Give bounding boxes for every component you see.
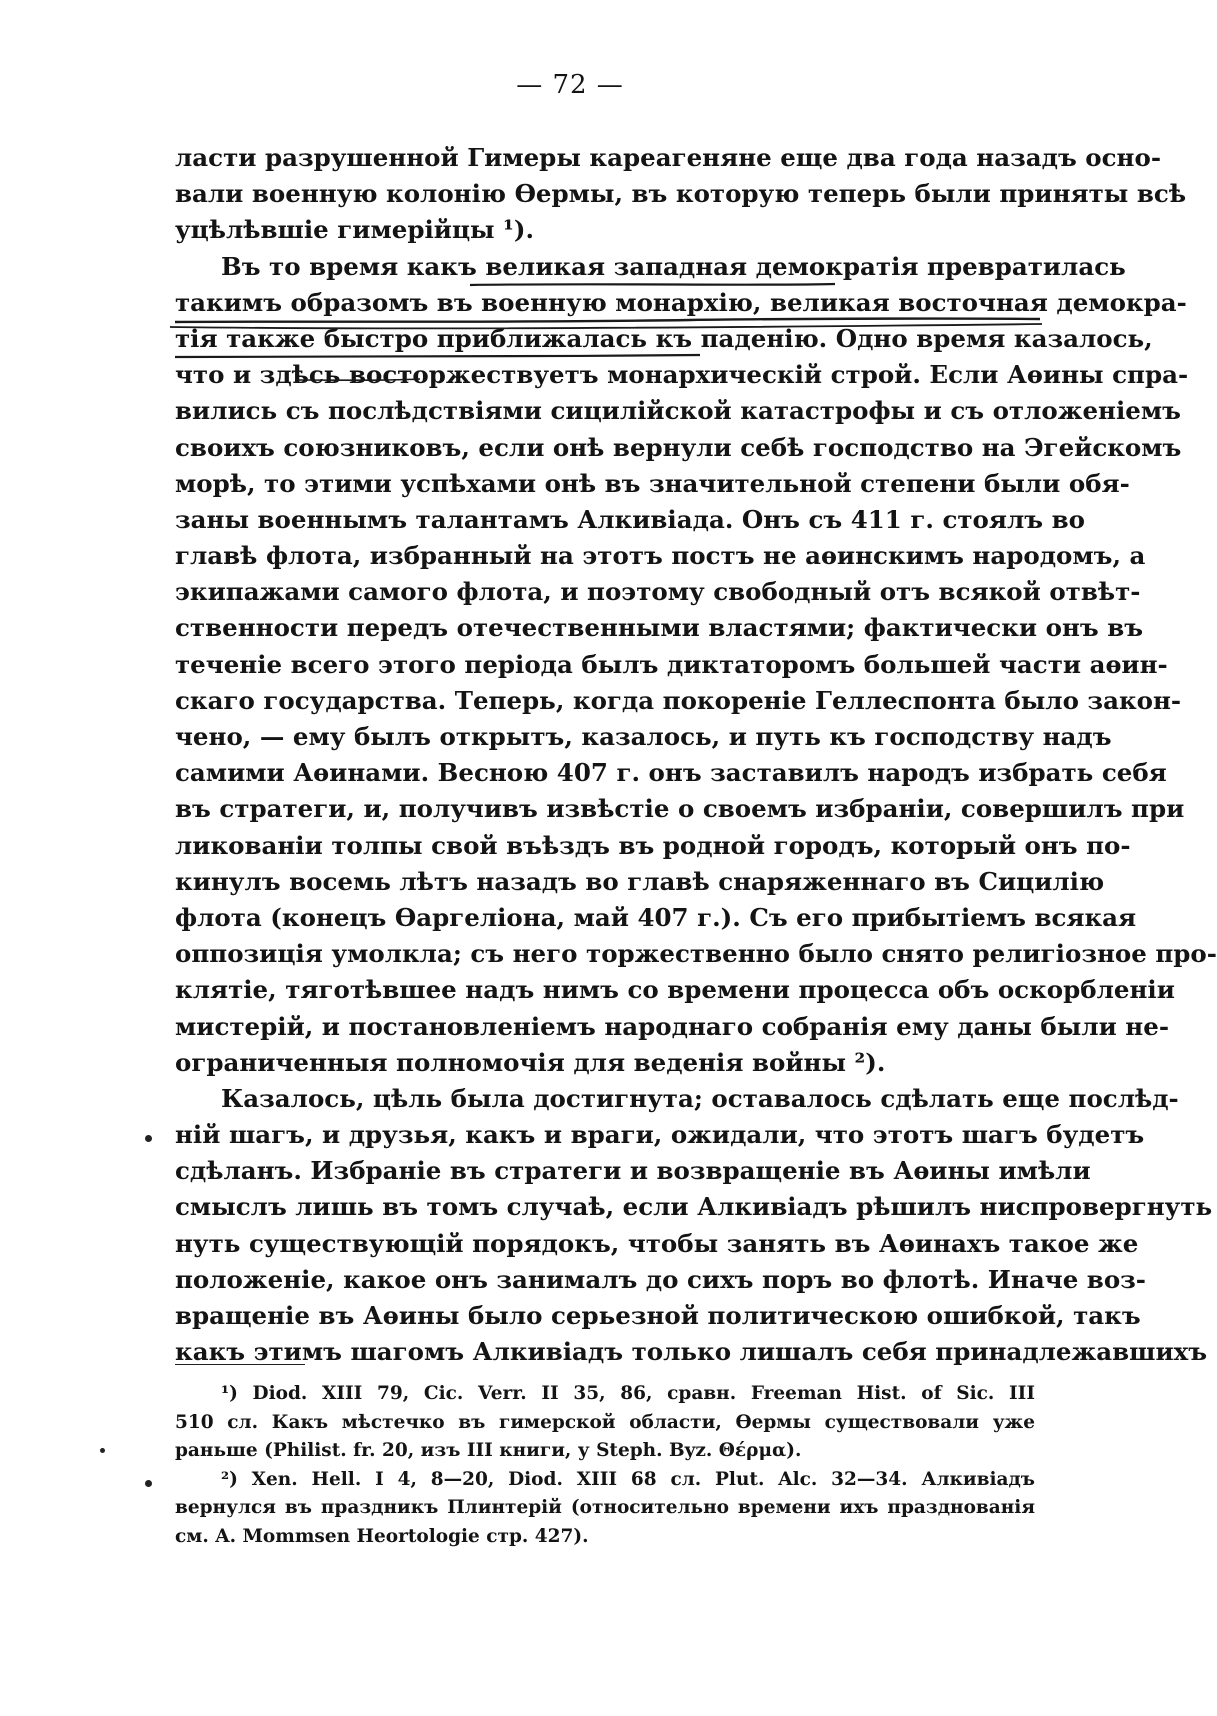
text-line: мистерій, и постановленіемъ народнаго собранія ему даны были не- xyxy=(175,1011,1169,1041)
text-line: сдѣланъ. Избраніе въ стратеги и возвращеніе въ Аѳины имѣли xyxy=(175,1156,1091,1186)
footnote-line: 510 сл. Какъ мѣстечко въ гимерской области, Өермы существовали уже xyxy=(175,1411,1035,1433)
text-line: ній шагъ, и друзья, какъ и враги, ожидали, что этотъ шагъ будетъ xyxy=(175,1120,1145,1150)
text-line: оппозиція умолкла; съ него торжественно было снято религіозное про- xyxy=(175,939,1217,969)
text-line: смыслъ лишь въ томъ случаѣ, если Алкивіадъ рѣшилъ ниспровергнуть xyxy=(175,1192,1213,1222)
text-line: кинулъ восемь лѣтъ назадъ во главѣ снаряженнаго въ Сицилію xyxy=(175,866,1105,896)
text-line: уцѣлѣвшіе гимерійцы ¹). xyxy=(175,215,534,245)
page-number: — 72 — xyxy=(516,70,624,100)
text-line: заны военнымъ талантамъ Алкивіада. Онъ съ 411 г. стоялъ во xyxy=(175,504,1085,534)
text-line: что и здѣсь восторжествуетъ монархическій строй. Если Аѳины спра- xyxy=(175,360,1189,390)
text-line: ликованіи толпы свой въѣздъ въ родной городъ, который онъ по- xyxy=(175,830,1131,860)
text-line: морѣ, то этими успѣхами онѣ въ значительной степени были обя- xyxy=(175,468,1130,498)
text-line: своихъ союзниковъ, если онѣ вернули себѣ господство на Эгейскомъ xyxy=(175,432,1182,462)
margin-mark xyxy=(145,1480,152,1487)
text-line: въ стратеги, и, получивъ извѣстіе о своемъ избраніи, совершилъ при xyxy=(175,794,1185,824)
text-line: вали военную колонію Өермы, въ которую теперь были приняты всѣ xyxy=(175,179,1187,209)
text-line: ласти разрушенной Гимеры кареагеняне еще два года назадъ осно- xyxy=(175,143,1161,172)
footnote-line: вернулся въ праздникъ Плинтерій (относительно времени ихъ празднованія xyxy=(175,1497,1035,1518)
text-line: какъ этимъ шагомъ Алкивіадъ только лишалъ себя принадлежавшихъ xyxy=(175,1337,1208,1367)
text-line: Казалось, цѣль была достигнута; оставалось сдѣлать еще послѣд- xyxy=(221,1083,1179,1113)
text-line: такимъ образомъ въ военную монархію, великая восточная демокра- xyxy=(175,287,1187,317)
footnote-line: раньше (Philist. fr. 20, изъ III книги, у Steph. Byz. Θέρμα). xyxy=(175,1440,802,1461)
text-line: ственности передъ отечественными властями; фактически онъ въ xyxy=(175,613,1144,643)
footnote-line: см. A. Mommsen Heortologie стр. 427). xyxy=(175,1525,589,1547)
text-line: вращеніе въ Аѳины было серьезной политическою ошибкой, такъ xyxy=(175,1301,1141,1330)
text-line: самими Аѳинами. Весною 407 г. онъ заставилъ народъ избрать себя xyxy=(175,758,1167,788)
margin-mark xyxy=(145,1135,152,1142)
text-line: Въ то время какъ великая западная демократія превратилась xyxy=(221,251,1126,281)
text-line: нуть существующій порядокъ, чтобы занять въ Аѳинахъ такое же xyxy=(175,1228,1139,1258)
text-line: клятіе, тяготѣвшее надъ нимъ со времени процесса объ оскорбленіи xyxy=(175,975,1175,1005)
footnote-line: ²) Xen. Hell. I 4, 8—20, Diod. XIII 68 сл. Plut. Alc. 32—34. Алкивіадъ xyxy=(221,1468,1035,1490)
text-line: теченіе всего этого періода былъ диктаторомъ большей части аѳин- xyxy=(175,649,1168,679)
text-line: вились съ послѣдствіями сицилійской катастрофы и съ отложеніемъ xyxy=(175,396,1181,426)
text-line: тія также быстро приближалась къ паденію. Одно время казалось, xyxy=(175,323,1153,353)
footnote-line: ¹) Diod. XIII 79, Cic. Verr. II 35, 86, сравн. Freeman Hist. of Sic. III xyxy=(221,1383,1035,1404)
text-line: чено, — ему былъ открытъ, казалось, и путь къ господству надъ xyxy=(175,722,1112,751)
margin-mark xyxy=(100,1448,105,1453)
text-line: ограниченныя полномочія для веденія войны ²). xyxy=(175,1047,886,1077)
text-line: главѣ флота, избранный на этотъ постъ не аѳинскимъ народомъ, а xyxy=(175,541,1146,571)
text-line: экипажами самого флота, и поэтому свободный отъ всякой отвѣт- xyxy=(175,577,1141,607)
text-line: положеніе, какое онъ занималъ до сихъ поръ во флотѣ. Иначе воз- xyxy=(175,1264,1146,1294)
text-line: флота (конецъ Өаргеліона, май 407 г.). Съ его прибытіемъ всякая xyxy=(175,902,1137,932)
text-line: скаго государства. Теперь, когда покореніе Геллеспонта было закон- xyxy=(175,685,1182,715)
